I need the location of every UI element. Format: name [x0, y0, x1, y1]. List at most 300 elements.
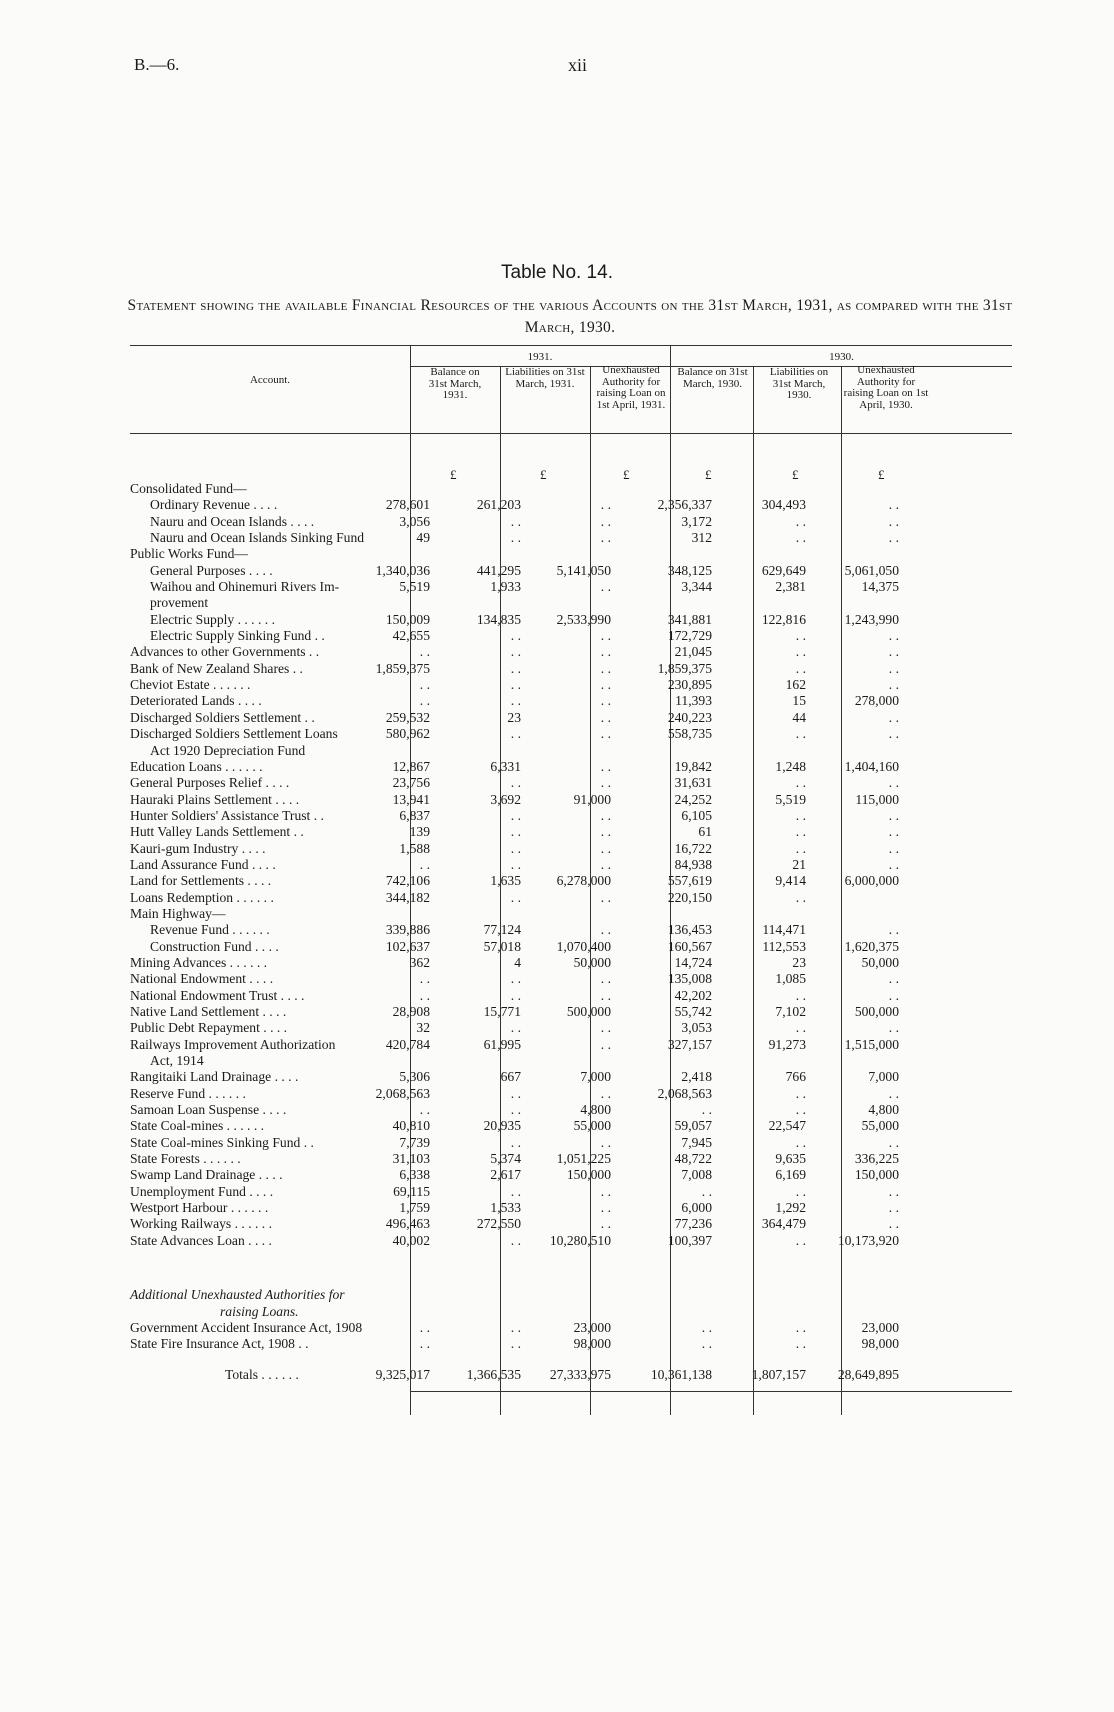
- cell-value: 9,325,017: [375, 1366, 430, 1382]
- account-name: Land Assurance Fund . . . .: [130, 856, 276, 872]
- table-row: [130, 497, 1012, 513]
- account-name: Discharged Soldiers Settlement Loans: [130, 726, 338, 742]
- cell-value: 122,816: [761, 611, 806, 627]
- cell-value: 7,000: [580, 1069, 611, 1085]
- cell-value: . .: [600, 628, 611, 644]
- cell-value: . .: [600, 513, 611, 529]
- cell-value: 21,045: [674, 644, 712, 660]
- cell-value: . .: [510, 1085, 521, 1101]
- account-name: Rangitaiki Land Drainage . . . .: [130, 1069, 299, 1085]
- cell-value: 115,000: [855, 791, 899, 807]
- cell-value: . .: [888, 628, 899, 644]
- account-name: Advances to other Governments . .: [130, 644, 320, 660]
- cell-value: 441,295: [476, 562, 521, 578]
- cell-value: 278,601: [385, 497, 430, 513]
- cell-value: . .: [510, 530, 521, 546]
- cell-value: . .: [888, 971, 899, 987]
- cell-value: 91,273: [768, 1036, 806, 1052]
- cell-value: 136,453: [667, 922, 712, 938]
- cell-value: 1,051,225: [556, 1151, 611, 1167]
- cell-value: 40,810: [392, 1118, 430, 1134]
- cell-value: . .: [888, 726, 899, 742]
- cell-value: . .: [888, 840, 899, 856]
- cell-value: . .: [600, 987, 611, 1003]
- cell-value: 27,333,975: [549, 1366, 611, 1382]
- cell-value: . .: [795, 1020, 806, 1036]
- cell-value: . .: [510, 1134, 521, 1150]
- cell-value: 24,252: [674, 791, 712, 807]
- section-spacer: [130, 1353, 1012, 1367]
- table-row: [130, 939, 1012, 955]
- table-row: [130, 563, 1012, 579]
- cell-value: . .: [888, 1085, 899, 1101]
- account-name: provement: [150, 595, 209, 611]
- account-name: Electric Supply . . . . . .: [150, 611, 275, 627]
- cell-value: 50,000: [573, 954, 611, 970]
- table-row: [130, 743, 1012, 759]
- account-name: Act, 1914: [150, 1053, 204, 1069]
- table-title: Table No. 14.: [501, 262, 613, 283]
- cell-value: 580,962: [385, 726, 430, 742]
- cell-value: 339,886: [385, 922, 430, 938]
- cell-value: 84,938: [674, 856, 712, 872]
- cell-value: 6,105: [681, 807, 712, 823]
- table-row: [130, 775, 1012, 791]
- cell-value: 500,000: [854, 1004, 899, 1019]
- table-row: [130, 1336, 1012, 1352]
- cell-value: 5,306: [399, 1069, 430, 1085]
- table-row: [130, 1216, 1012, 1232]
- account-name: Kauri-gum Industry . . . .: [130, 840, 266, 856]
- cell-value: . .: [888, 677, 899, 693]
- account-name: Hutt Valley Lands Settlement . .: [130, 824, 304, 840]
- cell-value: . .: [888, 1134, 899, 1150]
- account-name: Hunter Soldiers' Assistance Trust . .: [130, 807, 324, 823]
- cell-value: . .: [510, 677, 521, 693]
- cell-value: 1,243,990: [844, 611, 899, 627]
- table-row: [130, 1086, 1012, 1102]
- cell-value: . .: [795, 889, 806, 905]
- cell-value: 160,567: [667, 938, 712, 954]
- cell-value: . .: [795, 775, 806, 791]
- account-name: Deteriorated Lands . . . .: [130, 693, 262, 709]
- cell-value: . .: [510, 856, 521, 872]
- cell-value: . .: [888, 987, 899, 1003]
- table-row: [130, 873, 1012, 889]
- cell-value: 5,374: [490, 1151, 521, 1167]
- cell-value: 4: [514, 954, 521, 970]
- cell-value: 10,280,510: [549, 1232, 611, 1248]
- cell-value: . .: [510, 1319, 521, 1335]
- cell-value: . .: [600, 971, 611, 987]
- cell-value: 14,724: [674, 954, 712, 970]
- account-name: Reserve Fund . . . . . .: [130, 1085, 246, 1101]
- cell-value: . .: [600, 660, 611, 676]
- cell-value: 327,157: [667, 1036, 712, 1052]
- cell-value: . .: [600, 644, 611, 660]
- currency-symbol: £: [450, 467, 457, 482]
- table-subtitle: Statement showing the available Financial Resources of the various Accounts on the 31st March, 1931, as compared with the 31st March, 1930.: [127, 297, 1013, 336]
- table-top-rule: [130, 345, 1012, 346]
- cell-value: 1,859,375: [375, 660, 430, 676]
- cell-value: . .: [510, 775, 521, 791]
- cell-value: 5,061,050: [844, 562, 899, 578]
- cell-value: 4,800: [580, 1102, 611, 1118]
- account-name: Native Land Settlement . . . .: [130, 1004, 287, 1019]
- cell-value: . .: [510, 1232, 521, 1248]
- cell-value: 112,553: [762, 938, 806, 954]
- account-name: Act 1920 Depreciation Fund: [150, 742, 306, 758]
- cell-value: 272,550: [476, 1216, 521, 1232]
- col-unexhausted-1930: Unexhausted Authority for raising Loan on 1st April, 1930.: [843, 364, 929, 411]
- cell-value: 6,278,000: [556, 873, 611, 889]
- account-name: Main Highway—: [130, 905, 226, 921]
- cell-value: 5,519: [399, 579, 430, 595]
- cell-value: . .: [600, 726, 611, 742]
- cell-value: 1,248: [775, 758, 806, 774]
- account-name: Cheviot Estate . . . . . .: [130, 677, 251, 693]
- cell-value: 162: [785, 677, 806, 693]
- cell-value: . .: [795, 1336, 806, 1352]
- cell-value: 61: [698, 824, 712, 840]
- cell-value: 15: [792, 693, 806, 709]
- account-name: Education Loans . . . . . .: [130, 758, 263, 774]
- cell-value: 139: [409, 824, 430, 840]
- account-name: Ordinary Revenue . . . .: [150, 497, 278, 513]
- table-row: [130, 546, 1012, 562]
- account-name: Loans Redemption . . . . . .: [130, 889, 274, 905]
- account-name: State Fire Insurance Act, 1908 . .: [130, 1336, 309, 1352]
- cell-value: 304,493: [761, 497, 806, 513]
- cell-value: 3,053: [681, 1020, 712, 1036]
- cell-value: . .: [600, 758, 611, 774]
- cell-value: . .: [600, 693, 611, 709]
- account-name: Mining Advances . . . . . .: [130, 954, 268, 970]
- cell-value: . .: [510, 824, 521, 840]
- account-name: National Endowment . . . .: [130, 971, 274, 987]
- cell-value: 2,381: [775, 579, 806, 595]
- cell-value: 1,620,375: [844, 938, 899, 954]
- table-row: [130, 1102, 1012, 1118]
- cell-value: 1,515,000: [844, 1036, 899, 1052]
- cell-value: 4,800: [868, 1102, 899, 1118]
- cell-value: 32: [416, 1020, 430, 1036]
- cell-value: . .: [888, 1020, 899, 1036]
- account-name: Consolidated Fund—: [130, 481, 247, 496]
- cell-value: 57,018: [483, 938, 521, 954]
- cell-value: 150,000: [854, 1167, 899, 1183]
- currency-symbol: £: [792, 467, 799, 482]
- cell-value: . .: [795, 987, 806, 1003]
- cell-value: 6,000,000: [844, 873, 899, 889]
- table-row: [130, 710, 1012, 726]
- cell-value: . .: [795, 1319, 806, 1335]
- page-number: xii: [568, 55, 588, 75]
- cell-value: . .: [600, 1036, 611, 1052]
- cell-value: 31,103: [392, 1151, 430, 1167]
- cell-value: 77,236: [674, 1216, 712, 1232]
- cell-value: 336,225: [854, 1151, 899, 1167]
- cell-value: . .: [510, 644, 521, 660]
- cell-value: . .: [888, 497, 899, 513]
- table-row: [130, 595, 1012, 611]
- cell-value: . .: [795, 726, 806, 742]
- table-row: [130, 530, 1012, 546]
- account-name: Hauraki Plains Settlement . . . .: [130, 791, 300, 807]
- cell-value: 7,739: [399, 1134, 430, 1150]
- cell-value: . .: [888, 1183, 899, 1199]
- cell-value: 3,344: [681, 579, 712, 595]
- cell-value: 558,735: [667, 726, 712, 742]
- cell-value: . .: [600, 1216, 611, 1232]
- cell-value: . .: [510, 513, 521, 529]
- cell-value: 7,000: [868, 1069, 899, 1085]
- cell-value: 22,547: [768, 1118, 806, 1134]
- cell-value: 230,895: [667, 677, 712, 693]
- account-name: Samoan Loan Suspense . . . .: [130, 1102, 287, 1118]
- cell-value: . .: [600, 922, 611, 938]
- cell-value: . .: [795, 660, 806, 676]
- table-row: [130, 628, 1012, 644]
- cell-value: . .: [795, 840, 806, 856]
- cell-value: . .: [510, 807, 521, 823]
- cell-value: . .: [888, 644, 899, 660]
- cell-value: 1,070,400: [556, 938, 611, 954]
- cell-value: 3,172: [681, 513, 712, 529]
- cell-value: 100,397: [667, 1232, 712, 1248]
- cell-value: 150,000: [566, 1167, 611, 1183]
- cell-value: 98,000: [573, 1336, 611, 1352]
- account-header: Account.: [249, 374, 290, 386]
- table-row: [130, 1233, 1012, 1249]
- account-name: Westport Harbour . . . . . .: [130, 1200, 269, 1216]
- cell-value: . .: [795, 807, 806, 823]
- cell-value: . .: [600, 840, 611, 856]
- cell-value: . .: [888, 1200, 899, 1216]
- cell-value: 341,881: [667, 611, 712, 627]
- resources-table: [130, 345, 1012, 1415]
- table-row: [130, 1037, 1012, 1053]
- cell-value: 1,759: [399, 1200, 430, 1216]
- cell-value: 40,002: [392, 1232, 430, 1248]
- cell-value: 6,000: [681, 1200, 712, 1216]
- cell-value: . .: [701, 1102, 712, 1118]
- cell-value: 2,356,337: [657, 497, 712, 513]
- cell-value: 362: [409, 954, 430, 970]
- cell-value: 1,533: [490, 1200, 521, 1216]
- cell-value: . .: [795, 644, 806, 660]
- cell-value: 10,361,138: [650, 1366, 712, 1382]
- account-name: State Advances Loan . . . .: [130, 1232, 272, 1248]
- table-row: [130, 693, 1012, 709]
- table-row: [130, 841, 1012, 857]
- cell-value: 10,173,920: [837, 1232, 899, 1248]
- table-row: [130, 857, 1012, 873]
- cell-value: . .: [510, 1020, 521, 1036]
- cell-value: . .: [888, 824, 899, 840]
- cell-value: . .: [510, 1183, 521, 1199]
- cell-value: 23,000: [573, 1319, 611, 1335]
- cell-value: 150,009: [385, 611, 430, 627]
- cell-value: 7,008: [681, 1167, 712, 1183]
- additional-heading-cont: raising Loans.: [220, 1303, 299, 1319]
- cell-value: 55,742: [674, 1004, 712, 1019]
- cell-value: 2,068,563: [657, 1085, 712, 1101]
- cell-value: . .: [795, 1134, 806, 1150]
- col-unexhausted-1931: Unexhausted Authority for raising Loan on 1st April, 1931.: [596, 364, 666, 411]
- cell-value: 23: [792, 954, 806, 970]
- col-liabilities-1930: Liabilities on 31st March, 1930.: [769, 366, 829, 401]
- cell-value: . .: [600, 1134, 611, 1150]
- account-name: State Coal-mines Sinking Fund . .: [130, 1134, 314, 1150]
- cell-value: . .: [419, 1336, 430, 1352]
- cell-value: . .: [419, 677, 430, 693]
- table-row: [130, 661, 1012, 677]
- cell-value: 44: [792, 709, 806, 725]
- cell-value: 134,835: [476, 611, 521, 627]
- table-row: [130, 677, 1012, 693]
- account-name: Waihou and Ohinemuri Rivers Im-: [150, 579, 340, 595]
- table-row: [130, 481, 1012, 497]
- account-name: Revenue Fund . . . . . .: [150, 922, 270, 938]
- cell-value: . .: [419, 856, 430, 872]
- cell-value: . .: [600, 1085, 611, 1101]
- cell-value: 77,124: [483, 922, 521, 938]
- cell-value: . .: [510, 660, 521, 676]
- cell-value: 102,637: [385, 938, 430, 954]
- cell-value: . .: [600, 856, 611, 872]
- table-row: [130, 1020, 1012, 1036]
- cell-value: 7,945: [681, 1134, 712, 1150]
- cell-value: 496,463: [385, 1216, 430, 1232]
- cell-value: . .: [510, 889, 521, 905]
- cell-value: . .: [795, 824, 806, 840]
- cell-value: 2,418: [681, 1069, 712, 1085]
- table-row: [130, 906, 1012, 922]
- table-row: [130, 644, 1012, 660]
- table-row: [130, 759, 1012, 775]
- cell-value: . .: [600, 709, 611, 725]
- account-name: Government Accident Insurance Act, 1908: [130, 1319, 363, 1335]
- cell-value: 172,729: [667, 628, 712, 644]
- table-row: [130, 824, 1012, 840]
- cell-value: 259,532: [385, 709, 430, 725]
- cell-value: . .: [600, 824, 611, 840]
- cell-value: 3,056: [399, 513, 430, 529]
- cell-value: . .: [510, 693, 521, 709]
- cell-value: 23: [507, 709, 521, 725]
- cell-value: 23,756: [392, 775, 430, 791]
- cell-value: . .: [701, 1183, 712, 1199]
- cell-value: . .: [510, 1102, 521, 1118]
- table-row: [130, 1320, 1012, 1336]
- currency-symbol: £: [878, 467, 885, 482]
- cell-value: 220,150: [667, 889, 712, 905]
- cell-value: 114,471: [762, 922, 806, 938]
- cell-value: 135,008: [667, 971, 712, 987]
- cell-value: . .: [510, 1336, 521, 1352]
- cell-value: . .: [510, 971, 521, 987]
- table-row: [130, 1135, 1012, 1151]
- cell-value: . .: [888, 856, 899, 872]
- account-name: Construction Fund . . . .: [150, 938, 279, 954]
- section-spacer: [130, 1249, 1012, 1287]
- cell-value: 15,771: [483, 1004, 521, 1019]
- cell-value: 1,366,535: [466, 1366, 521, 1382]
- cell-value: 59,057: [674, 1118, 712, 1134]
- cell-value: 500,000: [566, 1004, 611, 1019]
- account-name: General Purposes . . . .: [150, 562, 273, 578]
- cell-value: . .: [795, 1232, 806, 1248]
- cell-value: 42,655: [392, 628, 430, 644]
- cell-value: 11,393: [675, 693, 712, 709]
- cell-value: 1,292: [775, 1200, 806, 1216]
- cell-value: . .: [795, 1085, 806, 1101]
- account-name: General Purposes Relief . . . .: [130, 775, 290, 791]
- account-name: Nauru and Ocean Islands Sinking Fund: [150, 530, 365, 546]
- cell-value: . .: [600, 1200, 611, 1216]
- cell-value: . .: [600, 807, 611, 823]
- cell-value: 3,692: [490, 791, 521, 807]
- col-balance-1930: Balance on 31st March, 1930.: [677, 366, 748, 390]
- cell-value: 2,617: [490, 1167, 521, 1183]
- cell-value: . .: [888, 922, 899, 938]
- cell-value: 1,807,157: [751, 1366, 806, 1382]
- cell-value: 261,203: [476, 497, 521, 513]
- document-reference: B.—6.: [134, 55, 180, 74]
- cell-value: 7,102: [775, 1004, 806, 1019]
- cell-value: 48,722: [674, 1151, 712, 1167]
- table-row: [130, 1118, 1012, 1134]
- table-row: [130, 808, 1012, 824]
- account-name: Electric Supply Sinking Fund . .: [150, 628, 325, 644]
- cell-value: 55,000: [573, 1118, 611, 1134]
- cell-value: . .: [600, 1020, 611, 1036]
- cell-value: 348,125: [667, 562, 712, 578]
- cell-value: . .: [701, 1336, 712, 1352]
- cell-value: 69,115: [393, 1183, 430, 1199]
- account-name: National Endowment Trust . . . .: [130, 987, 305, 1003]
- cell-value: . .: [888, 660, 899, 676]
- table-row: [130, 890, 1012, 906]
- cell-value: . .: [600, 775, 611, 791]
- cell-value: 9,414: [775, 873, 806, 889]
- account-name: Totals . . . . . .: [225, 1366, 299, 1382]
- cell-value: 1,635: [490, 873, 521, 889]
- table-row: [130, 988, 1012, 1004]
- cell-value: . .: [419, 1102, 430, 1118]
- cell-value: . .: [795, 1102, 806, 1118]
- cell-value: 629,649: [761, 562, 806, 578]
- account-name: Swamp Land Drainage . . . .: [130, 1167, 283, 1183]
- cell-value: 1,859,375: [657, 660, 712, 676]
- cell-value: . .: [419, 987, 430, 1003]
- table-row: [130, 971, 1012, 987]
- cell-value: 1,588: [399, 840, 430, 856]
- year-1930: 1930.: [829, 351, 854, 363]
- cell-value: . .: [888, 807, 899, 823]
- cell-value: . .: [795, 1183, 806, 1199]
- col-liabilities-1931: Liabilities on 31st March, 1931.: [505, 366, 585, 390]
- cell-value: 312: [691, 530, 712, 546]
- cell-value: . .: [795, 628, 806, 644]
- cell-value: 31,631: [674, 775, 712, 791]
- cell-value: 12,867: [392, 758, 430, 774]
- cell-value: 13,941: [392, 791, 430, 807]
- cell-value: 742,106: [385, 873, 430, 889]
- cell-value: . .: [510, 726, 521, 742]
- cell-value: . .: [795, 530, 806, 546]
